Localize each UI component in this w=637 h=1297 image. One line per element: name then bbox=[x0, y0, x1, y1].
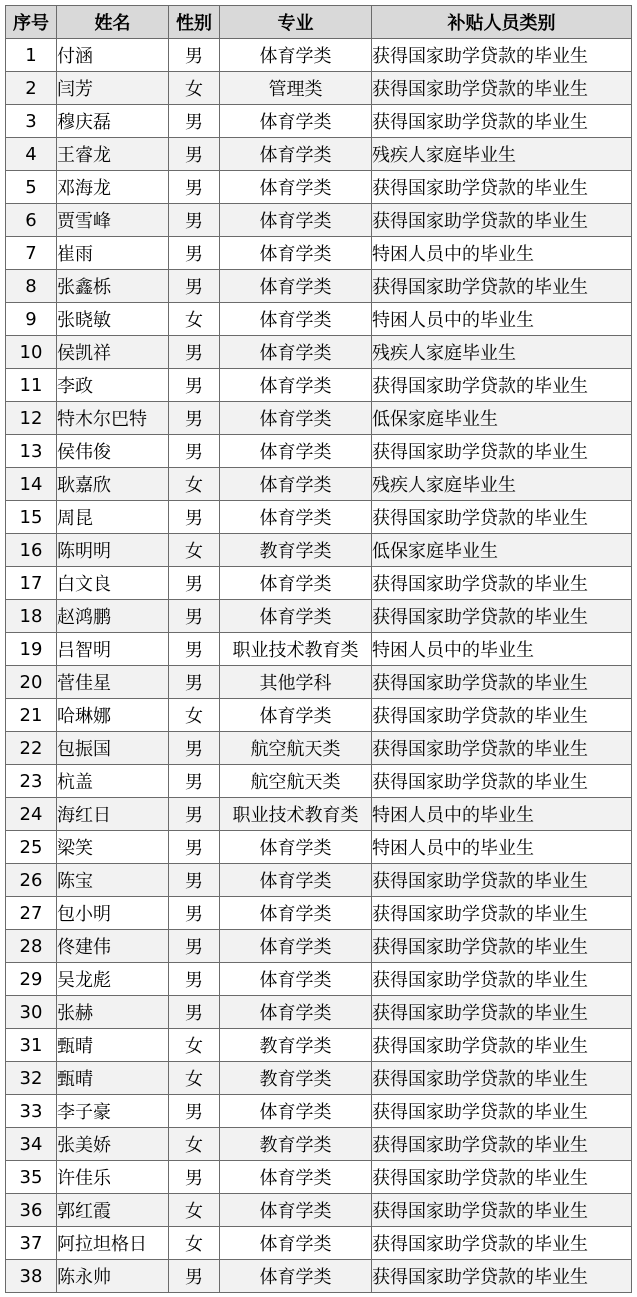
cell-serial-number: 11 bbox=[6, 369, 57, 402]
cell-subsidy-category: 获得国家助学贷款的毕业生 bbox=[372, 171, 632, 204]
cell-serial-number: 18 bbox=[6, 600, 57, 633]
cell-gender: 男 bbox=[169, 897, 220, 930]
cell-major: 职业技术教育类 bbox=[220, 798, 372, 831]
cell-serial-number: 21 bbox=[6, 699, 57, 732]
cell-name: 付涵 bbox=[57, 39, 169, 72]
cell-subsidy-category: 残疾人家庭毕业生 bbox=[372, 468, 632, 501]
cell-gender: 男 bbox=[169, 336, 220, 369]
cell-serial-number: 26 bbox=[6, 864, 57, 897]
cell-name: 甄晴 bbox=[57, 1062, 169, 1095]
cell-name: 陈宝 bbox=[57, 864, 169, 897]
cell-name: 特木尔巴特 bbox=[57, 402, 169, 435]
cell-gender: 男 bbox=[169, 138, 220, 171]
table-row bbox=[6, 501, 632, 534]
table-row bbox=[6, 1128, 632, 1161]
cell-name: 穆庆磊 bbox=[57, 105, 169, 138]
cell-name: 李政 bbox=[57, 369, 169, 402]
table-row bbox=[6, 369, 632, 402]
cell-gender: 女 bbox=[169, 72, 220, 105]
table-row bbox=[6, 732, 632, 765]
cell-serial-number: 23 bbox=[6, 765, 57, 798]
table-row bbox=[6, 1227, 632, 1260]
cell-subsidy-category: 特困人员中的毕业生 bbox=[372, 831, 632, 864]
cell-gender: 女 bbox=[169, 1062, 220, 1095]
cell-major: 体育学类 bbox=[220, 897, 372, 930]
table-row bbox=[6, 39, 632, 72]
cell-serial-number: 35 bbox=[6, 1161, 57, 1194]
cell-serial-number: 10 bbox=[6, 336, 57, 369]
cell-gender: 男 bbox=[169, 501, 220, 534]
table-row bbox=[6, 138, 632, 171]
table-row bbox=[6, 336, 632, 369]
cell-gender: 男 bbox=[169, 1095, 220, 1128]
cell-subsidy-category: 获得国家助学贷款的毕业生 bbox=[372, 72, 632, 105]
cell-name: 杭盖 bbox=[57, 765, 169, 798]
cell-gender: 男 bbox=[169, 831, 220, 864]
cell-subsidy-category: 获得国家助学贷款的毕业生 bbox=[372, 1029, 632, 1062]
cell-name: 崔雨 bbox=[57, 237, 169, 270]
cell-major: 教育学类 bbox=[220, 1062, 372, 1095]
cell-major: 体育学类 bbox=[220, 864, 372, 897]
cell-major: 体育学类 bbox=[220, 600, 372, 633]
cell-serial-number: 25 bbox=[6, 831, 57, 864]
cell-subsidy-category: 获得国家助学贷款的毕业生 bbox=[372, 1227, 632, 1260]
table-row bbox=[6, 600, 632, 633]
cell-subsidy-category: 获得国家助学贷款的毕业生 bbox=[372, 1128, 632, 1161]
cell-gender: 男 bbox=[169, 864, 220, 897]
cell-major: 体育学类 bbox=[220, 105, 372, 138]
table-row bbox=[6, 930, 632, 963]
cell-subsidy-category: 获得国家助学贷款的毕业生 bbox=[372, 732, 632, 765]
cell-name: 王睿龙 bbox=[57, 138, 169, 171]
table-row bbox=[6, 666, 632, 699]
cell-subsidy-category: 获得国家助学贷款的毕业生 bbox=[372, 105, 632, 138]
cell-serial-number: 2 bbox=[6, 72, 57, 105]
cell-name: 梁笑 bbox=[57, 831, 169, 864]
cell-serial-number: 12 bbox=[6, 402, 57, 435]
cell-gender: 女 bbox=[169, 303, 220, 336]
cell-subsidy-category: 获得国家助学贷款的毕业生 bbox=[372, 666, 632, 699]
table-row bbox=[6, 831, 632, 864]
cell-subsidy-category: 获得国家助学贷款的毕业生 bbox=[372, 1161, 632, 1194]
cell-gender: 女 bbox=[169, 1128, 220, 1161]
table-row bbox=[6, 1062, 632, 1095]
cell-serial-number: 19 bbox=[6, 633, 57, 666]
cell-subsidy-category: 获得国家助学贷款的毕业生 bbox=[372, 996, 632, 1029]
cell-serial-number: 16 bbox=[6, 534, 57, 567]
cell-gender: 女 bbox=[169, 699, 220, 732]
cell-name: 张赫 bbox=[57, 996, 169, 1029]
cell-name: 包振国 bbox=[57, 732, 169, 765]
cell-gender: 男 bbox=[169, 39, 220, 72]
cell-serial-number: 1 bbox=[6, 39, 57, 72]
cell-subsidy-category: 获得国家助学贷款的毕业生 bbox=[372, 963, 632, 996]
table-row bbox=[6, 72, 632, 105]
cell-gender: 男 bbox=[169, 105, 220, 138]
cell-major: 体育学类 bbox=[220, 171, 372, 204]
cell-gender: 男 bbox=[169, 600, 220, 633]
table-row bbox=[6, 105, 632, 138]
cell-major: 体育学类 bbox=[220, 699, 372, 732]
cell-gender: 男 bbox=[169, 765, 220, 798]
cell-serial-number: 3 bbox=[6, 105, 57, 138]
cell-name: 邓海龙 bbox=[57, 171, 169, 204]
cell-major: 体育学类 bbox=[220, 1194, 372, 1227]
cell-subsidy-category: 获得国家助学贷款的毕业生 bbox=[372, 897, 632, 930]
table-row bbox=[6, 765, 632, 798]
table-row bbox=[6, 864, 632, 897]
cell-subsidy-category: 特困人员中的毕业生 bbox=[372, 303, 632, 336]
cell-subsidy-category: 获得国家助学贷款的毕业生 bbox=[372, 699, 632, 732]
cell-name: 侯伟俊 bbox=[57, 435, 169, 468]
cell-subsidy-category: 获得国家助学贷款的毕业生 bbox=[372, 1194, 632, 1227]
cell-subsidy-category: 特困人员中的毕业生 bbox=[372, 633, 632, 666]
cell-name: 陈明明 bbox=[57, 534, 169, 567]
cell-gender: 男 bbox=[169, 732, 220, 765]
cell-major: 体育学类 bbox=[220, 402, 372, 435]
cell-serial-number: 37 bbox=[6, 1227, 57, 1260]
cell-major: 体育学类 bbox=[220, 39, 372, 72]
cell-gender: 男 bbox=[169, 963, 220, 996]
cell-subsidy-category: 获得国家助学贷款的毕业生 bbox=[372, 765, 632, 798]
cell-serial-number: 4 bbox=[6, 138, 57, 171]
cell-gender: 女 bbox=[169, 1227, 220, 1260]
cell-gender: 女 bbox=[169, 468, 220, 501]
table-row bbox=[6, 798, 632, 831]
cell-gender: 男 bbox=[169, 171, 220, 204]
cell-subsidy-category: 获得国家助学贷款的毕业生 bbox=[372, 1095, 632, 1128]
cell-subsidy-category: 获得国家助学贷款的毕业生 bbox=[372, 369, 632, 402]
cell-serial-number: 14 bbox=[6, 468, 57, 501]
table-row bbox=[6, 897, 632, 930]
cell-serial-number: 32 bbox=[6, 1062, 57, 1095]
table-row bbox=[6, 204, 632, 237]
table-row bbox=[6, 1260, 632, 1293]
cell-gender: 女 bbox=[169, 534, 220, 567]
cell-gender: 男 bbox=[169, 204, 220, 237]
table-row bbox=[6, 402, 632, 435]
cell-name: 郭红霞 bbox=[57, 1194, 169, 1227]
cell-major: 体育学类 bbox=[220, 270, 372, 303]
cell-major: 体育学类 bbox=[220, 435, 372, 468]
cell-subsidy-category: 获得国家助学贷款的毕业生 bbox=[372, 1062, 632, 1095]
cell-subsidy-category: 低保家庭毕业生 bbox=[372, 402, 632, 435]
cell-major: 体育学类 bbox=[220, 567, 372, 600]
cell-gender: 女 bbox=[169, 1194, 220, 1227]
table-row bbox=[6, 699, 632, 732]
cell-name: 贾雪峰 bbox=[57, 204, 169, 237]
table-row bbox=[6, 270, 632, 303]
cell-serial-number: 13 bbox=[6, 435, 57, 468]
cell-gender: 男 bbox=[169, 237, 220, 270]
cell-name: 侯凯祥 bbox=[57, 336, 169, 369]
cell-subsidy-category: 残疾人家庭毕业生 bbox=[372, 336, 632, 369]
cell-serial-number: 17 bbox=[6, 567, 57, 600]
cell-major: 体育学类 bbox=[220, 996, 372, 1029]
cell-subsidy-category: 特困人员中的毕业生 bbox=[372, 237, 632, 270]
table-row bbox=[6, 534, 632, 567]
cell-gender: 男 bbox=[169, 666, 220, 699]
cell-major: 体育学类 bbox=[220, 501, 372, 534]
cell-major: 体育学类 bbox=[220, 831, 372, 864]
cell-subsidy-category: 获得国家助学贷款的毕业生 bbox=[372, 501, 632, 534]
subsidy-table bbox=[5, 5, 632, 1293]
cell-gender: 男 bbox=[169, 270, 220, 303]
cell-gender: 男 bbox=[169, 996, 220, 1029]
table-row bbox=[6, 567, 632, 600]
cell-major: 体育学类 bbox=[220, 468, 372, 501]
table-row bbox=[6, 171, 632, 204]
table-row bbox=[6, 1095, 632, 1128]
cell-serial-number: 7 bbox=[6, 237, 57, 270]
cell-name: 哈琳娜 bbox=[57, 699, 169, 732]
cell-gender: 男 bbox=[169, 567, 220, 600]
cell-major: 教育学类 bbox=[220, 534, 372, 567]
cell-serial-number: 6 bbox=[6, 204, 57, 237]
cell-name: 张美娇 bbox=[57, 1128, 169, 1161]
cell-subsidy-category: 获得国家助学贷款的毕业生 bbox=[372, 1260, 632, 1293]
table-row bbox=[6, 633, 632, 666]
cell-major: 体育学类 bbox=[220, 1227, 372, 1260]
cell-serial-number: 5 bbox=[6, 171, 57, 204]
cell-serial-number: 38 bbox=[6, 1260, 57, 1293]
cell-name: 闫芳 bbox=[57, 72, 169, 105]
cell-major: 体育学类 bbox=[220, 204, 372, 237]
cell-name: 李子豪 bbox=[57, 1095, 169, 1128]
cell-serial-number: 28 bbox=[6, 930, 57, 963]
table-body bbox=[6, 39, 632, 1293]
cell-name: 周昆 bbox=[57, 501, 169, 534]
cell-subsidy-category: 特困人员中的毕业生 bbox=[372, 798, 632, 831]
cell-major: 体育学类 bbox=[220, 930, 372, 963]
cell-gender: 男 bbox=[169, 930, 220, 963]
header-gender: 性别 bbox=[169, 6, 220, 39]
cell-major: 管理类 bbox=[220, 72, 372, 105]
cell-serial-number: 22 bbox=[6, 732, 57, 765]
cell-name: 陈永帅 bbox=[57, 1260, 169, 1293]
cell-name: 吴龙彪 bbox=[57, 963, 169, 996]
cell-gender: 男 bbox=[169, 1161, 220, 1194]
cell-name: 张鑫栎 bbox=[57, 270, 169, 303]
cell-major: 体育学类 bbox=[220, 237, 372, 270]
cell-name: 海红日 bbox=[57, 798, 169, 831]
cell-gender: 男 bbox=[169, 633, 220, 666]
cell-serial-number: 33 bbox=[6, 1095, 57, 1128]
cell-name: 包小明 bbox=[57, 897, 169, 930]
table-row bbox=[6, 963, 632, 996]
cell-serial-number: 8 bbox=[6, 270, 57, 303]
cell-major: 体育学类 bbox=[220, 1260, 372, 1293]
cell-serial-number: 34 bbox=[6, 1128, 57, 1161]
cell-major: 体育学类 bbox=[220, 1161, 372, 1194]
cell-serial-number: 9 bbox=[6, 303, 57, 336]
cell-major: 体育学类 bbox=[220, 138, 372, 171]
cell-name: 耿嘉欣 bbox=[57, 468, 169, 501]
cell-gender: 男 bbox=[169, 1260, 220, 1293]
cell-subsidy-category: 获得国家助学贷款的毕业生 bbox=[372, 270, 632, 303]
cell-major: 航空航天类 bbox=[220, 732, 372, 765]
header-subsidy-category: 补贴人员类别 bbox=[372, 6, 632, 39]
cell-subsidy-category: 获得国家助学贷款的毕业生 bbox=[372, 864, 632, 897]
cell-major: 体育学类 bbox=[220, 1095, 372, 1128]
cell-serial-number: 31 bbox=[6, 1029, 57, 1062]
cell-subsidy-category: 获得国家助学贷款的毕业生 bbox=[372, 930, 632, 963]
cell-name: 白文良 bbox=[57, 567, 169, 600]
cell-serial-number: 27 bbox=[6, 897, 57, 930]
cell-name: 阿拉坦格日 bbox=[57, 1227, 169, 1260]
header-row bbox=[6, 6, 632, 39]
cell-gender: 女 bbox=[169, 1029, 220, 1062]
cell-subsidy-category: 获得国家助学贷款的毕业生 bbox=[372, 567, 632, 600]
cell-subsidy-category: 获得国家助学贷款的毕业生 bbox=[372, 600, 632, 633]
cell-serial-number: 20 bbox=[6, 666, 57, 699]
table-row bbox=[6, 1194, 632, 1227]
table-row bbox=[6, 303, 632, 336]
cell-subsidy-category: 获得国家助学贷款的毕业生 bbox=[372, 435, 632, 468]
cell-subsidy-category: 获得国家助学贷款的毕业生 bbox=[372, 39, 632, 72]
cell-serial-number: 29 bbox=[6, 963, 57, 996]
cell-major: 其他学科 bbox=[220, 666, 372, 699]
cell-subsidy-category: 获得国家助学贷款的毕业生 bbox=[372, 204, 632, 237]
cell-serial-number: 36 bbox=[6, 1194, 57, 1227]
table-row bbox=[6, 237, 632, 270]
table-row bbox=[6, 435, 632, 468]
cell-major: 教育学类 bbox=[220, 1029, 372, 1062]
cell-serial-number: 30 bbox=[6, 996, 57, 1029]
header-name: 姓名 bbox=[57, 6, 169, 39]
cell-major: 航空航天类 bbox=[220, 765, 372, 798]
cell-gender: 男 bbox=[169, 798, 220, 831]
header-major: 专业 bbox=[220, 6, 372, 39]
cell-name: 佟建伟 bbox=[57, 930, 169, 963]
cell-name: 赵鸿鹏 bbox=[57, 600, 169, 633]
header-serial-number: 序号 bbox=[6, 6, 57, 39]
cell-subsidy-category: 残疾人家庭毕业生 bbox=[372, 138, 632, 171]
cell-name: 菅佳星 bbox=[57, 666, 169, 699]
cell-gender: 男 bbox=[169, 369, 220, 402]
cell-major: 体育学类 bbox=[220, 303, 372, 336]
cell-major: 体育学类 bbox=[220, 369, 372, 402]
cell-name: 许佳乐 bbox=[57, 1161, 169, 1194]
cell-major: 职业技术教育类 bbox=[220, 633, 372, 666]
cell-gender: 男 bbox=[169, 402, 220, 435]
cell-serial-number: 24 bbox=[6, 798, 57, 831]
cell-subsidy-category: 低保家庭毕业生 bbox=[372, 534, 632, 567]
cell-serial-number: 15 bbox=[6, 501, 57, 534]
cell-major: 体育学类 bbox=[220, 963, 372, 996]
cell-name: 甄晴 bbox=[57, 1029, 169, 1062]
cell-name: 张晓敏 bbox=[57, 303, 169, 336]
table-row bbox=[6, 1161, 632, 1194]
table-row bbox=[6, 1029, 632, 1062]
cell-gender: 男 bbox=[169, 435, 220, 468]
table-row bbox=[6, 996, 632, 1029]
table-header bbox=[6, 6, 632, 39]
cell-name: 吕智明 bbox=[57, 633, 169, 666]
cell-major: 教育学类 bbox=[220, 1128, 372, 1161]
cell-major: 体育学类 bbox=[220, 336, 372, 369]
table-row bbox=[6, 468, 632, 501]
